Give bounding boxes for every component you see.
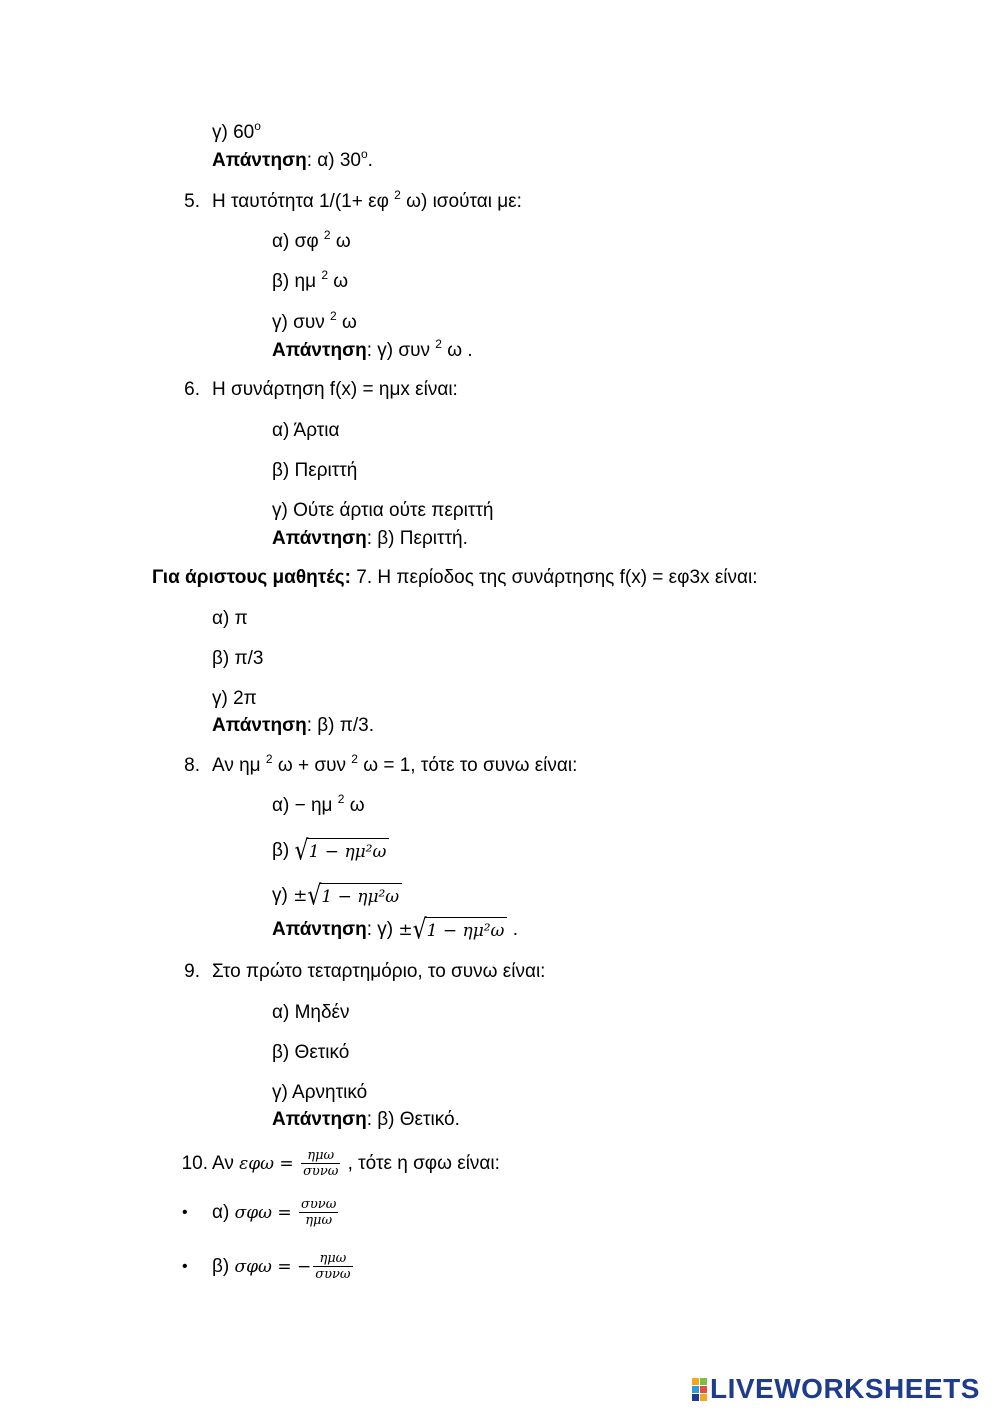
q9-question: Στο πρώτο τεταρτημόριο, το συνω είναι: bbox=[212, 961, 546, 982]
logo-mark-icon bbox=[692, 1378, 707, 1401]
q6-answer: Απάντηση: β) Περιττή. bbox=[272, 528, 468, 549]
q10-option-b: β) σφω = − $\frac{\text{ημω}}{\text{συνω}}$ bbox=[212, 1251, 351, 1283]
q5-option-c: γ) συν $^2$ ω bbox=[272, 309, 357, 333]
q4-answer: Απάντηση: α) $30^o$. bbox=[212, 147, 373, 171]
sqrt-expression: √1 − ημ²ω bbox=[295, 838, 390, 864]
q5-number: 5. bbox=[184, 191, 200, 212]
q9-option-a: α) Μηδέν bbox=[272, 1002, 350, 1023]
q7-prefix: Για άριστους μαθητές: bbox=[152, 567, 351, 588]
logo-square bbox=[700, 1378, 707, 1385]
answer-label: Απάντηση bbox=[212, 150, 307, 171]
q8-option-c: γ) ±√1 − ημ²ω bbox=[272, 883, 402, 909]
q10-option-a: α) σφω = $\frac{\text{συνω}}{\text{ημω}}$ bbox=[212, 1197, 337, 1229]
q9-number: 9. bbox=[184, 961, 200, 982]
q10-question: Αν εφω = $\frac{\text{ημω}}{\text{συνω}}$ , τότε η σφω είναι: bbox=[212, 1148, 500, 1180]
bullet: • bbox=[182, 1258, 188, 1275]
answer-label: Απάντηση bbox=[212, 715, 307, 736]
q5-option-b: β) ημ $^2$ ω bbox=[272, 268, 349, 292]
q6-option-a: α) Άρτια bbox=[272, 420, 340, 441]
logo-square bbox=[700, 1386, 707, 1393]
liveworksheets-logo[interactable] bbox=[692, 1374, 980, 1404]
sqrt-expression: √1 − ημ²ω bbox=[307, 883, 402, 909]
q8-option-a: α) − ημ $^2$ ω bbox=[272, 792, 365, 816]
q6-option-b: β) Περιττή bbox=[272, 460, 358, 481]
answer-label: Απάντηση bbox=[272, 1109, 367, 1130]
logo-square bbox=[692, 1386, 699, 1393]
q7-option-b: β) π/3 bbox=[212, 648, 264, 669]
fraction: $\frac{\text{συνω}}{\text{ημω}}$ bbox=[301, 1197, 337, 1229]
q4-option-c: γ) $60^o$ bbox=[212, 119, 261, 143]
logo-square bbox=[700, 1394, 707, 1401]
q7-answer: Απάντηση: β) π/3. bbox=[212, 715, 375, 736]
answer-label: Απάντηση bbox=[272, 340, 367, 361]
logo-square bbox=[692, 1394, 699, 1401]
q5-option-a: α) σφ $^2$ ω bbox=[272, 228, 351, 252]
q9-option-b: β) Θετικό bbox=[272, 1042, 350, 1063]
logo-square bbox=[692, 1378, 699, 1385]
answer-label: Απάντηση bbox=[272, 919, 367, 941]
q9-answer: Απάντηση: β) Θετικό. bbox=[272, 1109, 460, 1130]
logo-text: LIVEWORKSHEETS bbox=[710, 1373, 980, 1404]
q5-question: Η ταυτότητα 1/(1+ εφ $^2$ ω) ισούται με: bbox=[212, 188, 522, 212]
bullet: • bbox=[182, 1204, 188, 1221]
fraction: $\frac{\text{ημω}}{\text{συνω}}$ bbox=[303, 1148, 339, 1180]
answer-label: Απάντηση bbox=[272, 528, 367, 549]
q6-question: Η συνάρτηση f(x) = ημx είναι: bbox=[212, 379, 458, 400]
sqrt-expression: √1 − ημ²ω bbox=[413, 917, 508, 943]
q6-number: 6. bbox=[184, 379, 200, 400]
q5-answer: Απάντηση: γ) συν $^2$ ω . bbox=[272, 337, 473, 361]
q7-option-a: α) π bbox=[212, 608, 248, 629]
q8-question: Αν ημ $^2$ ω + συν $^2$ ω = 1, τότε το συνω είναι: bbox=[212, 752, 578, 776]
q8-answer: Απάντηση: γ) ±√1 − ημ²ω . bbox=[272, 914, 518, 946]
q7-question: Για άριστους μαθητές: 7. Η περίοδος της συνάρτησης f(x) = εφ3x είναι: bbox=[152, 567, 758, 588]
q10-number: 10. bbox=[181, 1153, 208, 1174]
q9-option-c: γ) Αρνητικό bbox=[272, 1082, 368, 1103]
q7-option-c: γ) 2π bbox=[212, 688, 257, 709]
q8-number: 8. bbox=[184, 755, 200, 776]
fraction: $\frac{\text{ημω}}{\text{συνω}}$ bbox=[315, 1251, 351, 1283]
q8-option-b: β) √1 − ημ²ω bbox=[272, 838, 389, 864]
q6-option-c: γ) Ούτε άρτια ούτε περιττή bbox=[272, 500, 494, 521]
